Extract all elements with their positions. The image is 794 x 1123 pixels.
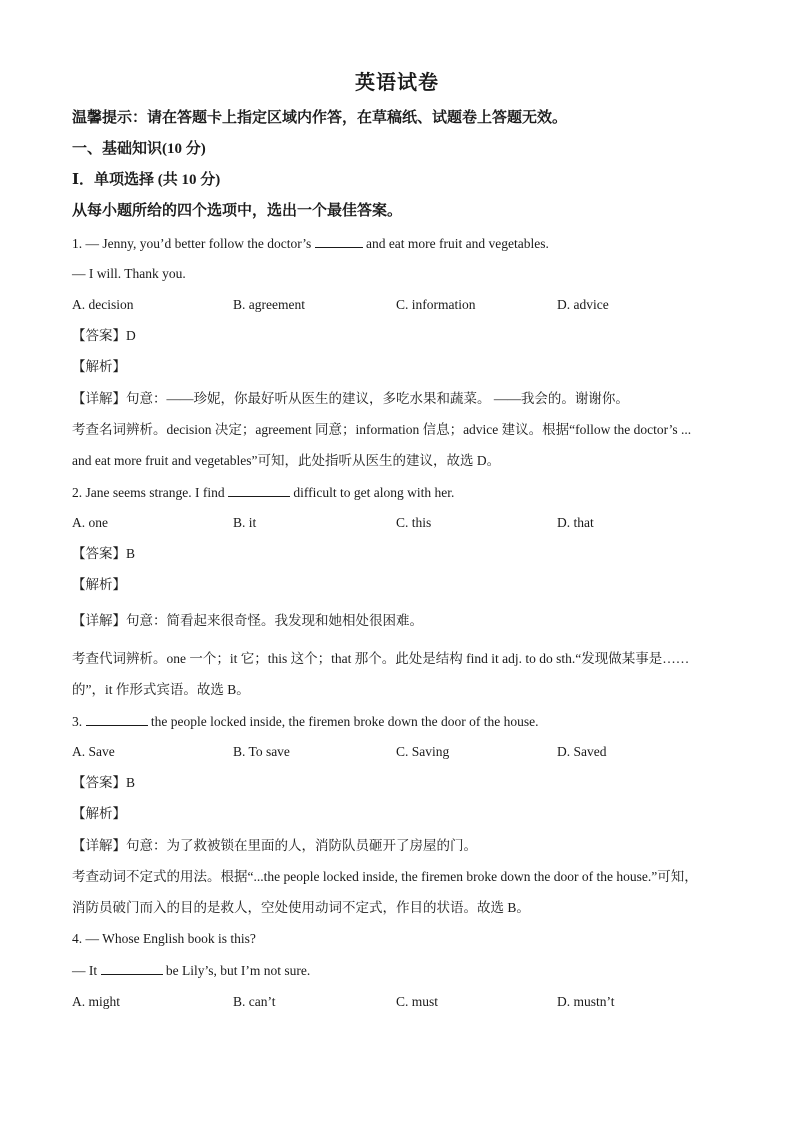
question-1-reply: — I will. Thank you. — [72, 266, 186, 281]
stem-text: and eat more fruit and vegetables. — [365, 236, 549, 251]
detail-label: 【详解】 — [72, 838, 126, 854]
answer-label: 【答案】 — [72, 328, 126, 344]
question-4-reply — [72, 960, 734, 981]
answer-label: 【答案】 — [72, 775, 126, 791]
option-c: C. Saving — [396, 744, 450, 759]
stem-text: 1. — Jenny, you’d better follow the doctor’s — [72, 236, 312, 251]
option-b: B. can’t — [233, 994, 276, 1009]
answer-blank — [315, 233, 363, 248]
part-heading: Ⅰ．单项选择 (共 10 分) — [72, 172, 221, 188]
detail-text: 句意：简看起来很奇怪。我发现和她相处很困难。 — [126, 613, 423, 628]
question-3-stem — [72, 711, 734, 732]
option-d: D. advice — [557, 297, 609, 312]
stem-text: 3. — [72, 714, 83, 729]
detail-label: 【详解】 — [72, 613, 126, 629]
stem-text: — It — [72, 963, 98, 978]
answer-blank — [228, 482, 290, 497]
section-heading: 一、基础知识(10 分) — [72, 141, 206, 157]
detail-label: 【详解】 — [72, 391, 126, 407]
answer-value: B — [126, 775, 136, 790]
option-b: B. To save — [233, 744, 290, 759]
answer-label: 【答案】 — [72, 546, 126, 562]
option-a: A. might — [72, 994, 121, 1009]
instruction: 从每小题所给的四个选项中，选出一个最佳答案。 — [72, 203, 403, 219]
answer-value: B — [126, 546, 136, 561]
explanation-line: 的”，it 作形式宾语。故选 B。 — [72, 682, 250, 697]
analysis-label: 【解析】 — [72, 359, 126, 375]
answer-blank — [101, 960, 163, 975]
page-title: 英语试卷 — [355, 72, 439, 94]
analysis-label: 【解析】 — [72, 806, 126, 822]
option-b: B. agreement — [233, 297, 305, 312]
stem-text: the people locked inside, the firemen broke down the door of the house. — [150, 714, 539, 729]
option-c: C. this — [396, 515, 432, 530]
detail-text: 句意：——珍妮，你最好听从医生的建议，多吃水果和蔬菜。 ——我会的。谢谢你。 — [126, 391, 629, 406]
answer-line — [72, 326, 734, 346]
option-d: D. mustn’t — [557, 994, 615, 1009]
option-d: D. Saved — [557, 744, 607, 759]
explanation-line: 考查名词辨析。decision 决定；agreement 同意；information 信息；advice 建议。根据“follow the doctor’s ... — [72, 422, 692, 437]
analysis-label: 【解析】 — [72, 577, 126, 593]
explanation-line: 考查代词辨析。one 一个；it 它；this 这个；that 那个。此处是结构 find it adj. to do sth.“发现做某事是…… — [72, 651, 690, 666]
question-2-stem — [72, 482, 734, 503]
option-c: C. must — [396, 994, 439, 1009]
stem-text: be Lily’s, but I’m not sure. — [165, 963, 311, 978]
answer-line — [72, 544, 734, 564]
question-1-stem — [72, 233, 734, 254]
answer-value: D — [126, 328, 136, 343]
option-c: C. information — [396, 297, 476, 312]
answer-line — [72, 773, 734, 793]
answer-blank — [86, 711, 148, 726]
explanation-line: 消防员破门而入的目的是救人，空处使用动词不定式，作目的状语。故选 B。 — [72, 900, 530, 915]
stem-text: difficult to get along with her. — [293, 485, 455, 500]
detail-line — [72, 389, 734, 409]
option-b: B. it — [233, 515, 257, 530]
option-a: A. Save — [72, 744, 115, 759]
stem-text: 2. Jane seems strange. I find — [72, 485, 225, 500]
option-d: D. that — [557, 515, 594, 530]
explanation-line: and eat more fruit and vegetables”可知，此处指听从医生的建议，故选 D。 — [72, 453, 501, 468]
detail-text: 句意：为了救被锁在里面的人，消防队员砸开了房屋的门。 — [126, 838, 477, 853]
notice: 温馨提示：请在答题卡上指定区域内作答，在草稿纸、试题卷上答题无效。 — [72, 110, 568, 126]
explanation-line: 考查动词不定式的用法。根据“...the people locked inside, the firemen broke down the door of the house.”可知， — [72, 869, 698, 884]
option-a: A. decision — [72, 297, 134, 312]
option-a: A. one — [72, 515, 108, 530]
detail-line — [72, 611, 734, 631]
detail-line — [72, 836, 734, 856]
question-4-stem: 4. — Whose English book is this? — [72, 931, 256, 946]
